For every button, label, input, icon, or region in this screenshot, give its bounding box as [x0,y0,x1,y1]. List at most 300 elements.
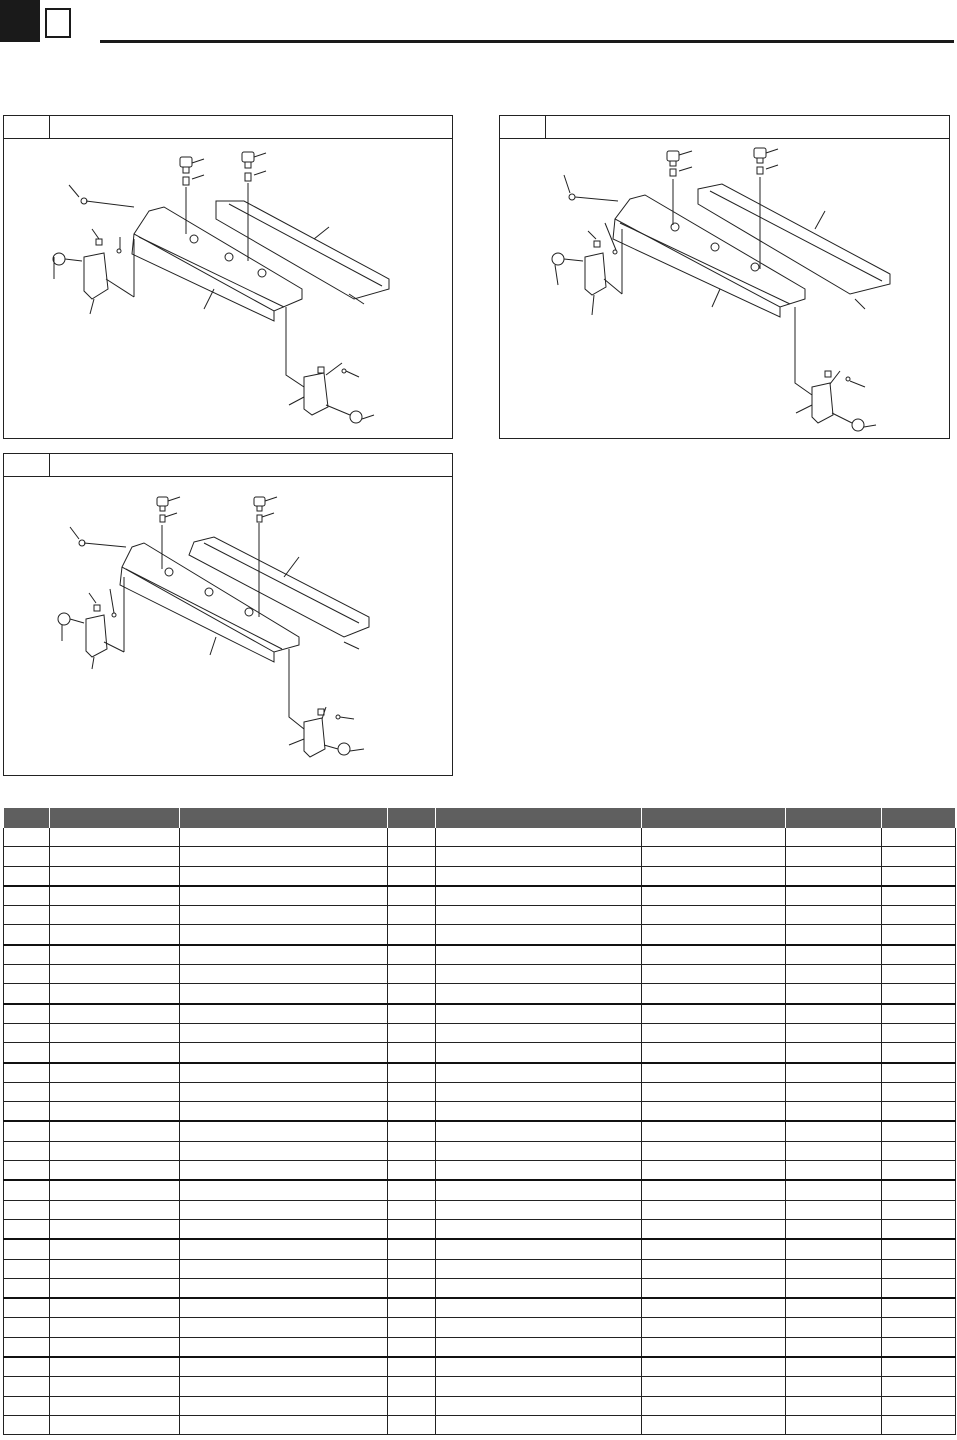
table-cell [50,1102,180,1122]
table-cell [180,886,388,906]
table-cell [436,1357,642,1377]
table-cell [786,1318,882,1337]
table-cell [50,1043,180,1063]
table-cell [882,1415,956,1434]
table-cell [436,828,642,847]
column-header [180,808,388,828]
table-row [4,925,956,945]
table-cell [436,1161,642,1181]
table-cell [388,945,436,965]
table-cell [4,1396,50,1415]
table-cell [4,1161,50,1181]
table-cell [388,1298,436,1318]
table-cell [4,925,50,945]
table-cell [50,1396,180,1415]
table-row [4,1180,956,1200]
table-cell [786,1298,882,1318]
table-row [4,1063,956,1083]
table-cell [180,1102,388,1122]
table-row [4,1259,956,1278]
table-cell [180,1121,388,1141]
table-cell [50,1239,180,1259]
table-cell [180,965,388,984]
table-cell [436,1377,642,1396]
table-cell [436,1063,642,1083]
table-cell [4,1377,50,1396]
table-cell [882,1004,956,1024]
table-cell [642,1063,786,1083]
table-cell [4,1298,50,1318]
table-cell [882,1239,956,1259]
table-cell [786,1082,882,1101]
table-cell [50,945,180,965]
table-cell [786,1415,882,1434]
table-row [4,886,956,906]
table-cell [388,1023,436,1042]
table-row [4,1023,956,1042]
table-cell [786,1219,882,1239]
assembly-diagram-a [4,139,451,437]
table-cell [4,1004,50,1024]
table-cell [436,1180,642,1200]
table-cell [786,984,882,1004]
table-cell [436,1219,642,1239]
table-cell [786,1063,882,1083]
table-cell [180,1357,388,1377]
table-cell [436,1298,642,1318]
table-cell [180,1337,388,1357]
table-cell [50,886,180,906]
table-cell [882,906,956,925]
table-cell [882,1278,956,1298]
table-cell [642,1121,786,1141]
table-cell [50,984,180,1004]
table-cell [388,1063,436,1083]
table-cell [436,886,642,906]
table-cell [882,965,956,984]
table-cell [786,866,882,886]
table-row [4,866,956,886]
table-cell [436,1004,642,1024]
table-cell [882,1337,956,1357]
table-cell [436,1023,642,1042]
table-cell [882,1161,956,1181]
table-cell [642,1102,786,1122]
table-cell [642,1141,786,1160]
table-cell [4,1357,50,1377]
header-rule [100,40,954,43]
table-cell [4,1180,50,1200]
table-cell [786,1102,882,1122]
table-cell [4,1043,50,1063]
table-cell [786,925,882,945]
table-row [4,1377,956,1396]
table-row [4,1082,956,1101]
table-cell [642,1377,786,1396]
table-cell [642,1259,786,1278]
table-cell [388,1278,436,1298]
table-cell [436,1415,642,1434]
table-cell [642,1180,786,1200]
table-row [4,984,956,1004]
table-cell [882,1023,956,1042]
table-row [4,1396,956,1415]
table-cell [50,1141,180,1160]
table-row [4,1043,956,1063]
table-cell [642,1004,786,1024]
table-cell [786,886,882,906]
table-cell [50,1023,180,1042]
table-cell [388,1337,436,1357]
table-cell [436,1121,642,1141]
table-cell [436,906,642,925]
table-cell [388,1004,436,1024]
table-cell [786,906,882,925]
table-cell [388,1318,436,1337]
table-cell [4,1278,50,1298]
column-header [388,808,436,828]
table-cell [786,828,882,847]
figure-panel-a [3,115,453,439]
table-cell [882,866,956,886]
table-cell [180,1180,388,1200]
table-row [4,1141,956,1160]
table-cell [4,1023,50,1042]
table-row [4,1415,956,1434]
table-cell [642,866,786,886]
table-cell [4,984,50,1004]
column-header [436,808,642,828]
table-cell [4,1239,50,1259]
table-cell [50,1004,180,1024]
table-cell [882,925,956,945]
table-cell [786,1259,882,1278]
table-row [4,965,956,984]
table-cell [642,828,786,847]
column-header [50,808,180,828]
table-cell [180,1004,388,1024]
table-cell [388,1180,436,1200]
table-cell [180,828,388,847]
table-cell [50,1278,180,1298]
table-cell [642,945,786,965]
table-cell [50,1063,180,1083]
table-cell [50,1415,180,1434]
table-row [4,1337,956,1357]
table-cell [4,965,50,984]
table-cell [50,1180,180,1200]
table-row [4,847,956,866]
table-cell [4,1337,50,1357]
table-cell [436,1278,642,1298]
table-cell [50,1200,180,1219]
table-cell [388,965,436,984]
table-row [4,1298,956,1318]
table-cell [786,1337,882,1357]
table-cell [642,906,786,925]
table-cell [388,1239,436,1259]
table-cell [436,1141,642,1160]
table-cell [436,1259,642,1278]
table-cell [388,828,436,847]
column-header [642,808,786,828]
table-cell [180,1063,388,1083]
table-cell [642,925,786,945]
column-header [4,808,50,828]
parts-list-table [3,808,956,1435]
table-cell [786,1043,882,1063]
table-cell [642,1239,786,1259]
table-cell [642,1337,786,1357]
table-cell [642,1396,786,1415]
table-cell [786,1141,882,1160]
table-cell [436,1396,642,1415]
table-cell [4,1102,50,1122]
table-cell [882,1102,956,1122]
table-cell [388,1043,436,1063]
table-cell [786,1377,882,1396]
figure-panel-b [499,115,950,439]
table-cell [882,1043,956,1063]
table-row [4,1357,956,1377]
table-cell [642,1357,786,1377]
table-cell [642,1219,786,1239]
table-cell [436,1082,642,1101]
table-cell [388,1357,436,1377]
table-cell [180,1043,388,1063]
table-cell [180,1259,388,1278]
table-cell [882,886,956,906]
table-cell [642,1200,786,1219]
table-cell [180,1082,388,1101]
table-cell [786,1161,882,1181]
table-cell [882,1357,956,1377]
table-cell [388,1415,436,1434]
table-cell [642,984,786,1004]
table-cell [436,1200,642,1219]
table-cell [388,1102,436,1122]
table-cell [388,906,436,925]
table-cell [180,1239,388,1259]
table-cell [4,886,50,906]
table-cell [786,945,882,965]
table-cell [50,847,180,866]
table-cell [180,1298,388,1318]
table-cell [882,1377,956,1396]
table-cell [50,1121,180,1141]
table-cell [882,1200,956,1219]
table-cell [4,1121,50,1141]
table-cell [642,1161,786,1181]
table-cell [50,1357,180,1377]
table-cell [642,1043,786,1063]
table-cell [4,1082,50,1101]
table-cell [180,1396,388,1415]
table-cell [642,1415,786,1434]
table-cell [642,1318,786,1337]
table-cell [4,1063,50,1083]
table-cell [4,1318,50,1337]
table-cell [436,866,642,886]
table-cell [436,1043,642,1063]
table-row [4,906,956,925]
table-cell [388,925,436,945]
table-cell [180,1161,388,1181]
table-cell [882,1180,956,1200]
table-cell [180,1278,388,1298]
section-tab-black [0,0,40,42]
table-row [4,945,956,965]
table-cell [882,1259,956,1278]
table-cell [786,847,882,866]
table-cell [786,1357,882,1377]
table-cell [786,1396,882,1415]
table-cell [436,1318,642,1337]
table-cell [436,984,642,1004]
table-cell [786,1023,882,1042]
table-cell [642,1082,786,1101]
table-cell [50,1298,180,1318]
table-cell [882,1121,956,1141]
assembly-diagram-c [4,477,451,774]
table-cell [786,1004,882,1024]
table-cell [642,1298,786,1318]
section-tab-box [45,8,71,38]
table-cell [50,1377,180,1396]
figure-panel-b-header [500,116,949,139]
table-cell [180,1318,388,1337]
table-cell [882,847,956,866]
table-cell [882,1298,956,1318]
figure-panel-c-header [4,454,452,477]
table-cell [642,965,786,984]
table-cell [50,965,180,984]
table-row [4,1121,956,1141]
table-cell [180,1141,388,1160]
table-row [4,1102,956,1122]
table-cell [388,1082,436,1101]
table-cell [882,1141,956,1160]
table-cell [50,1259,180,1278]
table-cell [180,847,388,866]
table-row [4,1200,956,1219]
table-cell [50,1318,180,1337]
table-cell [180,1219,388,1239]
table-cell [50,1082,180,1101]
table-cell [4,1415,50,1434]
table-cell [388,1141,436,1160]
table-cell [180,866,388,886]
table-cell [4,1200,50,1219]
table-cell [882,1063,956,1083]
table-cell [786,1121,882,1141]
table-row [4,1278,956,1298]
table-cell [436,1239,642,1259]
table-cell [50,1161,180,1181]
table-cell [436,925,642,945]
table-cell [786,1239,882,1259]
figure-panel-c [3,453,453,776]
table-cell [4,1219,50,1239]
table-row [4,1219,956,1239]
table-cell [180,1200,388,1219]
table-cell [882,1396,956,1415]
table-cell [388,1121,436,1141]
table-cell [882,945,956,965]
table-row [4,1004,956,1024]
table-cell [50,1337,180,1357]
table-cell [4,828,50,847]
table-cell [4,906,50,925]
table-header-row [4,808,956,828]
table-cell [436,1102,642,1122]
table-cell [180,906,388,925]
table-cell [180,925,388,945]
table-cell [436,847,642,866]
table-cell [50,1219,180,1239]
table-cell [436,945,642,965]
table-cell [4,1141,50,1160]
table-cell [388,1161,436,1181]
table-cell [388,866,436,886]
figure-panel-a-header [4,116,452,139]
table-cell [4,866,50,886]
table-cell [50,866,180,886]
table-cell [388,984,436,1004]
table-cell [388,886,436,906]
table-cell [180,1377,388,1396]
table-cell [436,965,642,984]
table-cell [882,1219,956,1239]
table-cell [180,984,388,1004]
column-header [786,808,882,828]
table-cell [4,847,50,866]
table-cell [388,1377,436,1396]
table-cell [4,945,50,965]
table-cell [436,1337,642,1357]
table-cell [642,1278,786,1298]
table-cell [642,1023,786,1042]
table-cell [50,906,180,925]
table-cell [50,925,180,945]
table-cell [882,984,956,1004]
table-cell [180,945,388,965]
table-cell [642,886,786,906]
table-cell [50,828,180,847]
table-cell [882,828,956,847]
table-row [4,1161,956,1181]
table-cell [882,1082,956,1101]
table-row [4,828,956,847]
table-cell [786,1180,882,1200]
table-row [4,1239,956,1259]
table-cell [388,1259,436,1278]
table-cell [388,1219,436,1239]
table-cell [180,1023,388,1042]
table-cell [882,1318,956,1337]
table-row [4,1318,956,1337]
table-cell [786,1200,882,1219]
table-cell [4,1259,50,1278]
table-cell [388,1200,436,1219]
table-cell [642,847,786,866]
assembly-diagram-b [500,139,948,437]
table-cell [180,1415,388,1434]
table-cell [786,1278,882,1298]
table-cell [786,965,882,984]
table-cell [388,847,436,866]
table-cell [388,1396,436,1415]
